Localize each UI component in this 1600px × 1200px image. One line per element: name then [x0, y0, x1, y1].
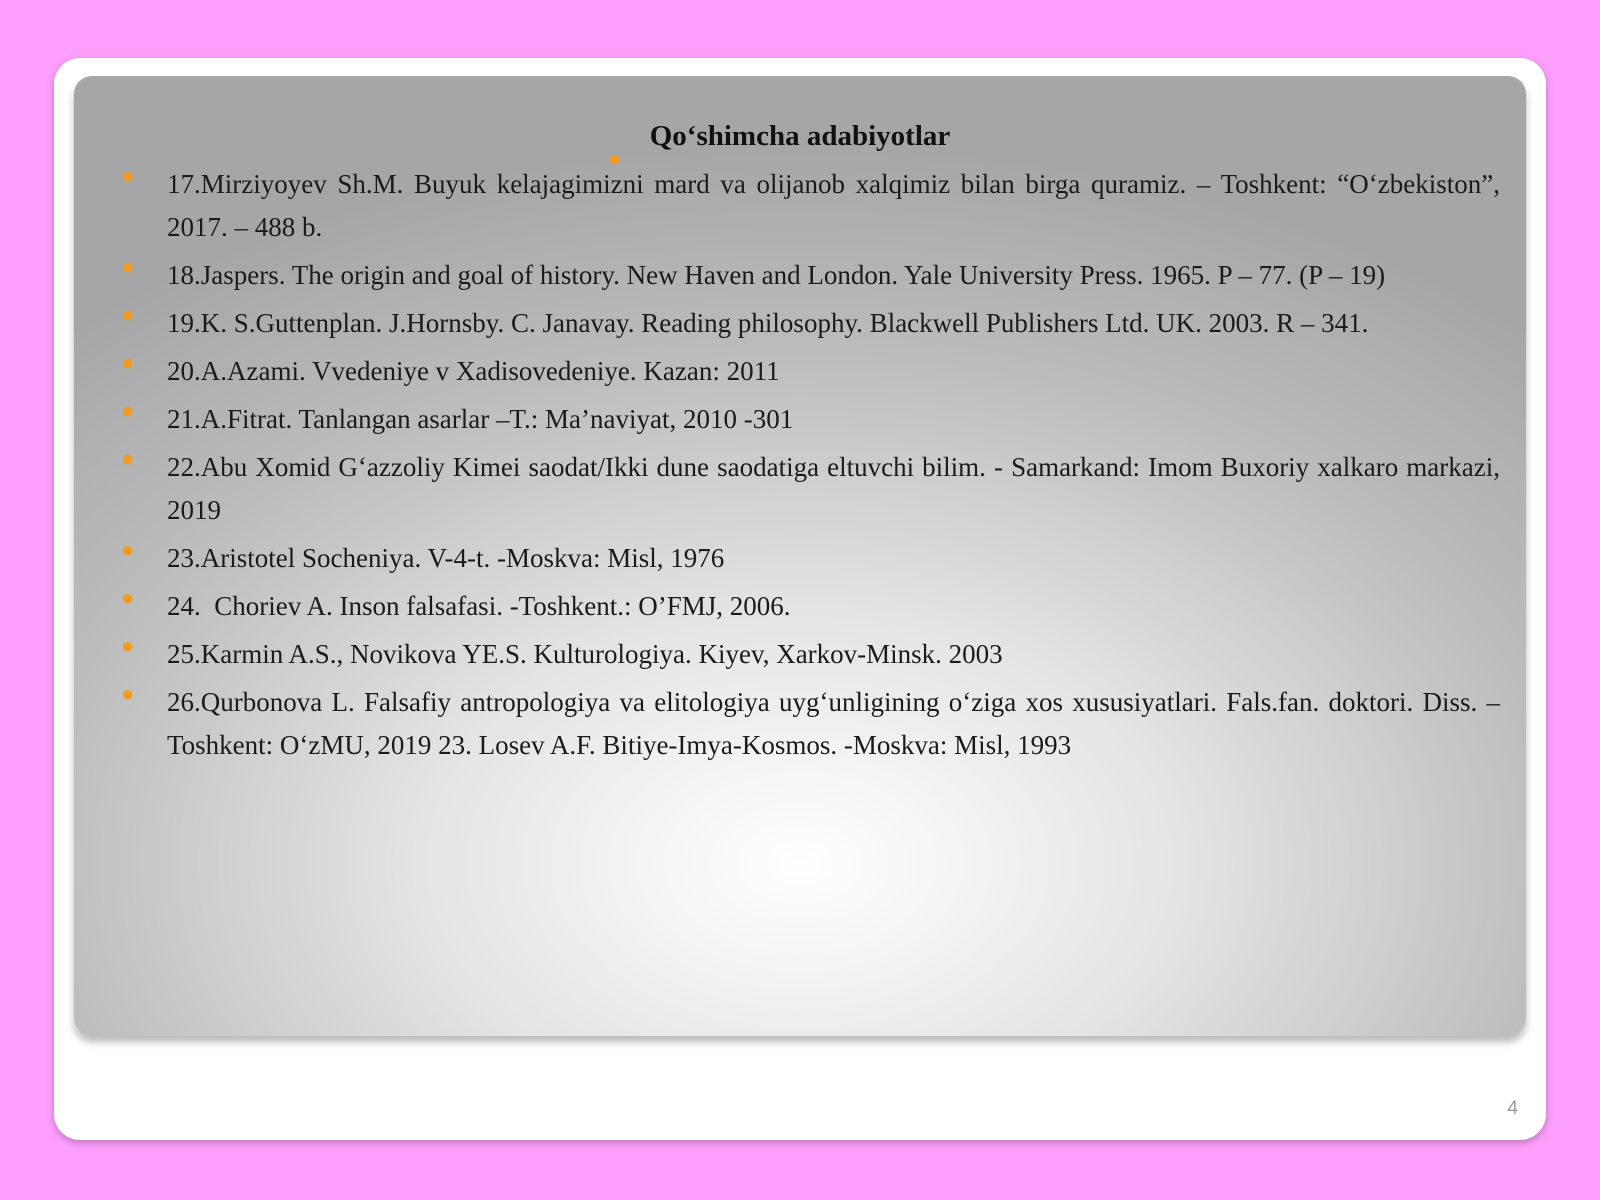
reference-item	[121, 302, 1500, 345]
bullet-icon: ●	[121, 585, 135, 610]
bullet-icon: ●	[121, 537, 135, 562]
reference-text: 20.A.Azami. Vvedeniye v Xadisovedeniye. Kazan: 2011	[167, 356, 780, 386]
reference-text: 24. Choriev A. Inson falsafasi. -Toshkent.: O’FMJ, 2006.	[167, 591, 791, 621]
heading-text: Qo‘shimcha adabiyotlar	[649, 120, 951, 152]
reference-item	[121, 585, 1500, 628]
reference-item	[121, 350, 1500, 393]
reference-item	[121, 163, 1500, 249]
reference-item	[121, 633, 1500, 676]
reference-text: 21.A.Fitrat. Tanlangan asarlar –T.: Ma’naviyat, 2010 -301	[167, 404, 794, 434]
bullet-icon: ●	[121, 254, 135, 279]
reference-item	[121, 537, 1500, 580]
reference-text: 19.K. S.Guttenplan. J.Hornsby. C. Janavay. Reading philosophy. Blackwell Publishers Ltd. UK. 2003. R – 341.	[167, 308, 1369, 338]
reference-text: 22.Abu Xomid G‘azzoliy Kimei saodat/Ikki dune saodatiga eltuvchi bilim. - Samarkand: Imom Buxoriy xalkaro markazi, 2019	[167, 452, 1500, 525]
bullet-icon: ●	[121, 681, 135, 706]
reference-item	[121, 446, 1500, 532]
bullet-icon: ●	[121, 163, 135, 188]
reference-text: 17.Mirziyoyev Sh.M. Buyuk kelajagimizni mard va olijanob xalqimiz bilan birga quramiz. – Toshkent: “O‘zbekiston”, 2017. – 488 b.	[167, 169, 1500, 242]
bullet-icon: ●	[121, 446, 135, 471]
bullet-icon: ●	[121, 350, 135, 375]
bullet-icon: ●	[121, 302, 135, 327]
page-number: 4	[1507, 1098, 1518, 1119]
reference-list	[121, 163, 1500, 772]
slide-heading: ● Qo‘shimcha adabiyotlar	[607, 120, 951, 171]
reference-text: 26.Qurbonova L. Falsafiy antropologiya va elitologiya uyg‘unligining o‘ziga xos xususiyatlari. Fals.fan. doktori. Diss. –Toshkent: O‘zMU, 2019 23. Losev A.F. Bitiye-Imya-Kosmos. -Moskva: Misl, 1993	[167, 687, 1500, 760]
reference-item	[121, 254, 1500, 297]
bullet-icon: ●	[121, 633, 135, 658]
reference-item	[121, 398, 1500, 441]
reference-item	[121, 681, 1500, 767]
reference-text: 18.Jaspers. The origin and goal of history. New Haven and London. Yale University Press. 1965. P – 77. (P – 19)	[167, 260, 1386, 290]
reference-text: 23.Aristotel Socheniya. V-4-t. -Moskva: Misl, 1976	[167, 543, 725, 573]
reference-text: 25.Karmin A.S., Novikova YE.S. Kulturologiya. Kiyev, Xarkov-Minsk. 2003	[167, 639, 1003, 669]
bullet-icon: ●	[121, 398, 135, 423]
